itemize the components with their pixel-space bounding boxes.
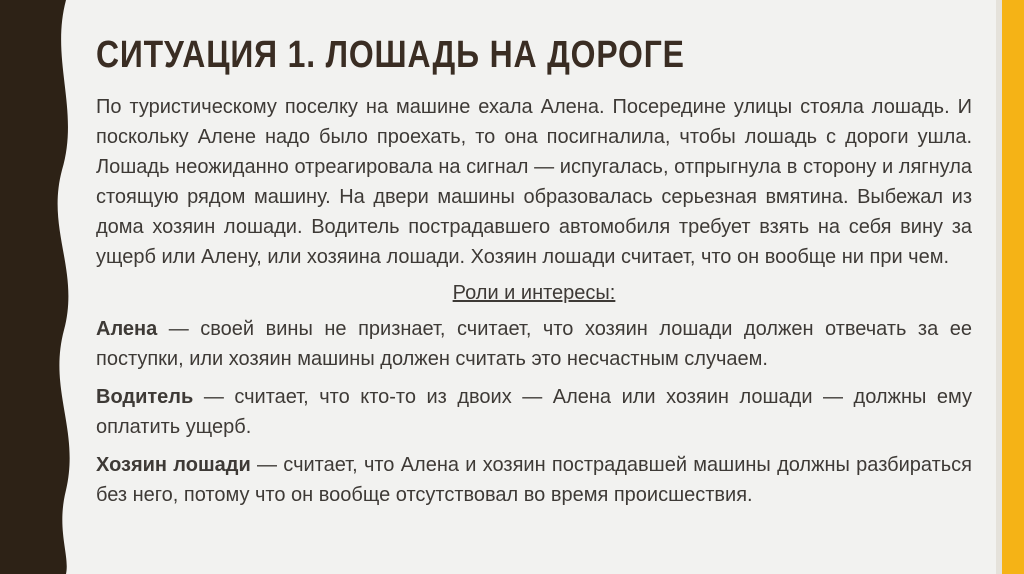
left-decorative-band [0,0,90,574]
role-name: Алена [96,318,158,340]
role-horse-owner [96,450,972,510]
story-text: По туристическому поселку на машине ехала Алена. Посередине улицы стояла лошадь. И поскольку Алене надо было проехать, то она посигналила, чтобы лошадь с дороги ушла. Лошадь неожиданно отреагировала на сигнал — испугалась, отпрыгнула в сторону и лягнула стоящую рядом машину. На двери машины образовалась серьезная вмятина. Выбежал из дома хозяин лошади. Водитель пострадавшего автомобиля требует взять на себя вину за ущерб или Алену, или хозяина лошади. Хозяин лошади считает, что он вообще ни при чем. [96,96,972,268]
roles-heading: Роли и интересы: [452,282,616,304]
role-description: — считает, что кто-то из двоих — Алена или хозяин лошади — должны ему оплатить ущерб. [96,386,972,438]
role-driver [96,382,972,442]
role-name: Водитель [96,386,194,408]
slide-title: СИТУАЦИЯ 1. ЛОШАДЬ НА ДОРОГЕ [96,34,685,76]
role-name: Хозяин лошади [96,454,251,476]
slide-content [96,92,972,518]
role-description: — считает, что Алена и хозяин пострадавшей машины должны разбираться без него, потому что он вообще отсутствовал во время происшествия. [96,454,972,506]
right-accent-band [1002,0,1024,574]
role-alena [96,314,972,374]
role-description: — своей вины не признает, считает, что хозяин лошади должен отвечать за ее поступки, или хозяин машины должен считать это несчастным случаем. [96,318,972,370]
